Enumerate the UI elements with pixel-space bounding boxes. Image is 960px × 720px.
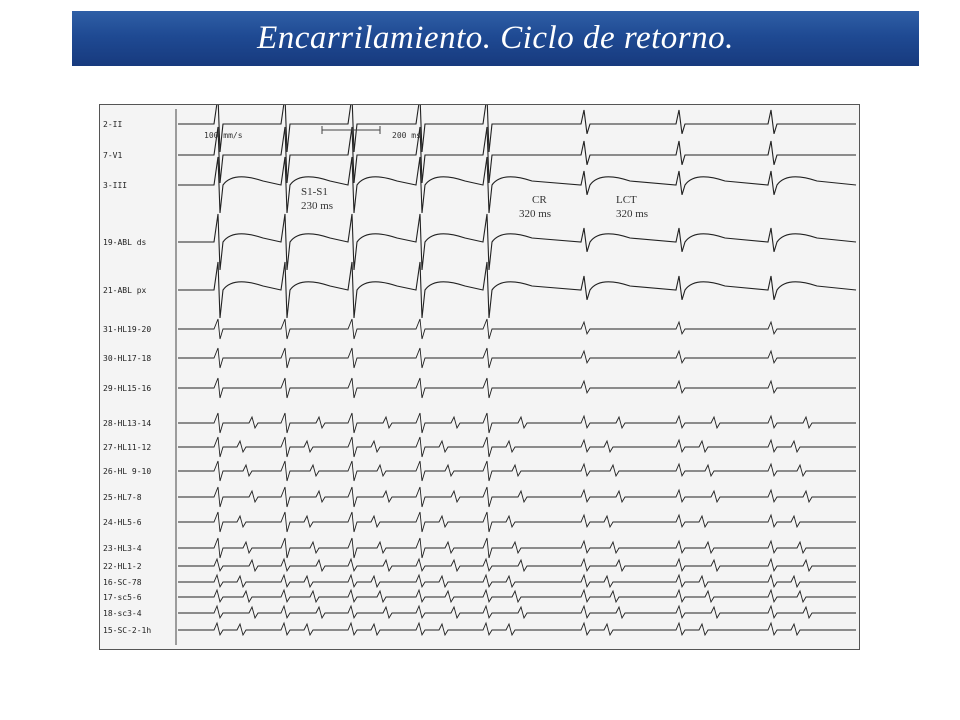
lead-trace — [178, 319, 856, 339]
s1-annotation-value: 230 ms — [301, 200, 334, 212]
lead-trace — [178, 262, 856, 318]
lead-trace — [178, 487, 856, 507]
lead-label: 22-HL1-2 — [103, 562, 142, 571]
lead-trace — [178, 461, 856, 481]
lead-trace — [178, 437, 856, 457]
lead-label: 19-ABL ds — [103, 238, 147, 247]
lead-trace — [178, 348, 856, 368]
lead-label: 23-HL3-4 — [103, 544, 142, 553]
lead-trace — [178, 575, 856, 587]
lead-label: 30-HL17-18 — [103, 354, 152, 363]
title-banner — [72, 11, 919, 66]
scale-label: 200 ms — [392, 131, 421, 140]
lead-trace — [178, 512, 856, 532]
cr-annotation-value: 320 ms — [519, 208, 552, 220]
lead-trace — [178, 105, 856, 152]
lead-trace — [178, 127, 856, 183]
lead-label: 31-HL19-20 — [103, 325, 152, 334]
lead-label: 21-ABL px — [103, 286, 147, 295]
lead-trace — [178, 606, 856, 618]
lead-label: 27-HL11-12 — [103, 443, 152, 452]
lct-annotation-value: 320 ms — [616, 208, 649, 220]
lead-label: 3-III — [103, 181, 128, 190]
lead-label: 25-HL7-8 — [103, 493, 142, 502]
lead-trace — [178, 623, 856, 635]
lead-label: 7-V1 — [103, 151, 123, 160]
ecg-trace-panel — [99, 104, 860, 650]
lead-label: 28-HL13-14 — [103, 419, 152, 428]
lead-traces — [178, 105, 856, 635]
lead-trace — [178, 157, 856, 213]
lead-label: 17-sc5-6 — [103, 593, 142, 602]
speed-label: 100 mm/s — [204, 131, 243, 140]
lead-trace — [178, 378, 856, 398]
lead-label: 18-sc3-4 — [103, 609, 142, 618]
lead-label: 2-II — [103, 120, 123, 129]
lead-label: 24-HL5-6 — [103, 518, 142, 527]
cr-annotation-label: CR — [532, 194, 547, 206]
lead-trace — [178, 590, 856, 602]
lct-annotation-label: LCT — [616, 194, 637, 206]
lead-trace — [178, 214, 856, 270]
lead-label: 26-HL 9-10 — [103, 467, 152, 476]
lead-trace — [178, 538, 856, 558]
lead-label: 29-HL15-16 — [103, 384, 152, 393]
slide-title: Encarrilamiento. Ciclo de retorno. — [257, 20, 734, 56]
lead-trace — [178, 559, 856, 571]
lead-label: 15-SC-2-1h — [103, 626, 152, 635]
lead-label: 16-SC-78 — [103, 578, 142, 587]
s1-annotation-label: S1-S1 — [301, 186, 328, 198]
ecg-tracing — [100, 105, 859, 649]
lead-trace — [178, 413, 856, 433]
lead-labels — [103, 120, 151, 635]
